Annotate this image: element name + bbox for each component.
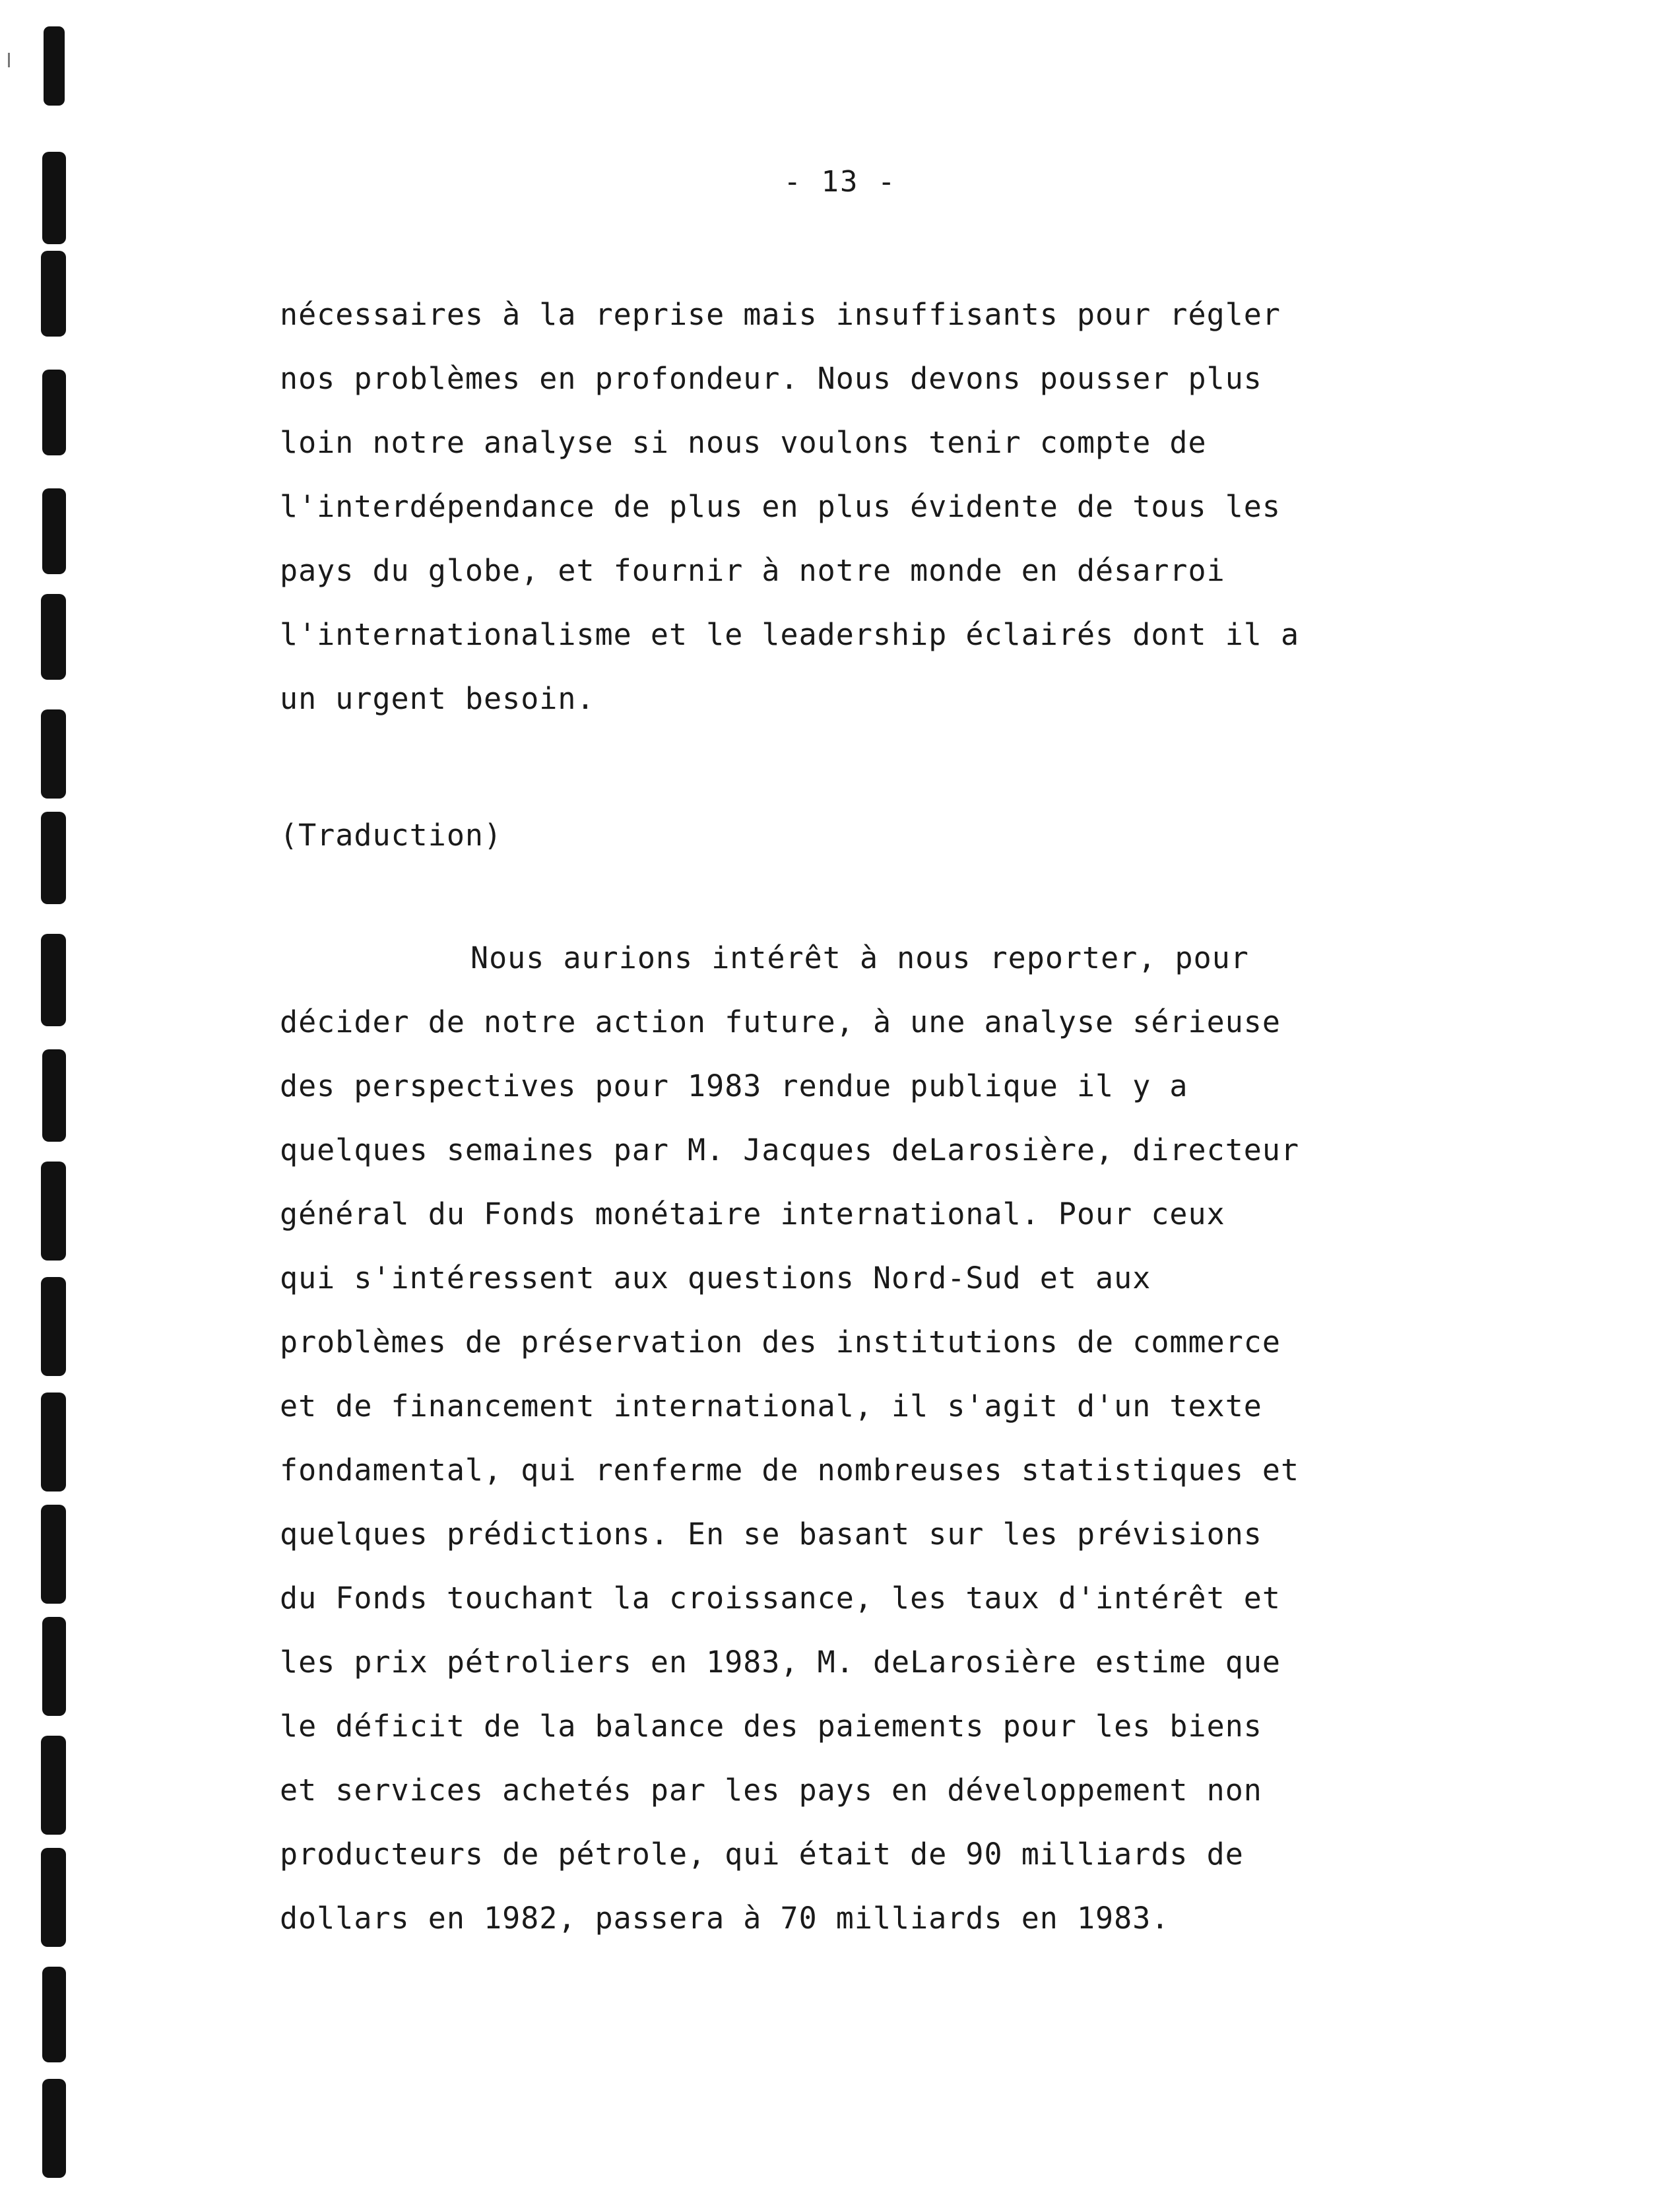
text-line: du Fonds touchant la croissance, les taux d'intérêt et	[280, 1581, 1281, 1616]
text-line: fondamental, qui renferme de nombreuses statistiques et	[280, 1453, 1300, 1488]
text-line: dollars en 1982, passera à 70 milliards en 1983.	[280, 1901, 1170, 1936]
text-line: problèmes de préservation des institutions de commerce	[280, 1325, 1281, 1360]
text-line: général du Fonds monétaire international. Pour ceux	[280, 1197, 1225, 1231]
text-line: et de financement international, il s'agit d'un texte	[280, 1389, 1262, 1424]
text-line: un urgent besoin.	[280, 681, 595, 716]
text-line: loin notre analyse si nous voulons tenir compte de	[280, 425, 1207, 460]
text-line: nécessaires à la reprise mais insuffisants pour régler	[280, 297, 1281, 332]
page-number: - 13 -	[783, 165, 897, 199]
text-line: qui s'intéressent aux questions Nord-Sud et aux	[280, 1261, 1151, 1295]
text-line: les prix pétroliers en 1983, M. deLarosière estime que	[280, 1645, 1281, 1680]
paragraph-1	[280, 282, 1402, 731]
binding-holes	[0, 0, 92, 2197]
section-heading	[280, 803, 1402, 867]
text-line: des perspectives pour 1983 rendue publique il y a	[280, 1068, 1188, 1103]
binding-holes-graphic	[0, 0, 92, 2197]
text-line: quelques prédictions. En se basant sur les prévisions	[280, 1517, 1262, 1552]
text-line: pays du globe, et fournir à notre monde en désarroi	[280, 553, 1225, 588]
text-line: Nous aurions intérêt à nous reporter, pour	[470, 940, 1249, 975]
text-line: l'internationalisme et le leadership éclairés dont il a	[280, 617, 1300, 652]
text-line: producteurs de pétrole, qui était de 90 milliards de	[280, 1837, 1244, 1872]
text-line: nos problèmes en profondeur. Nous devons pousser plus	[280, 361, 1262, 396]
text-line: l'interdépendance de plus en plus évidente de tous les	[280, 489, 1281, 524]
text-line: et services achetés par les pays en développement non	[280, 1773, 1262, 1808]
paragraph-2	[280, 926, 1402, 1950]
text-line: décider de notre action future, à une analyse sérieuse	[280, 1004, 1281, 1039]
text-line: le déficit de la balance des paiements pour les biens	[280, 1709, 1262, 1744]
text-line: quelques semaines par M. Jacques deLarosière, directeur	[280, 1132, 1300, 1167]
section-heading-text: (Traduction)	[280, 818, 503, 853]
